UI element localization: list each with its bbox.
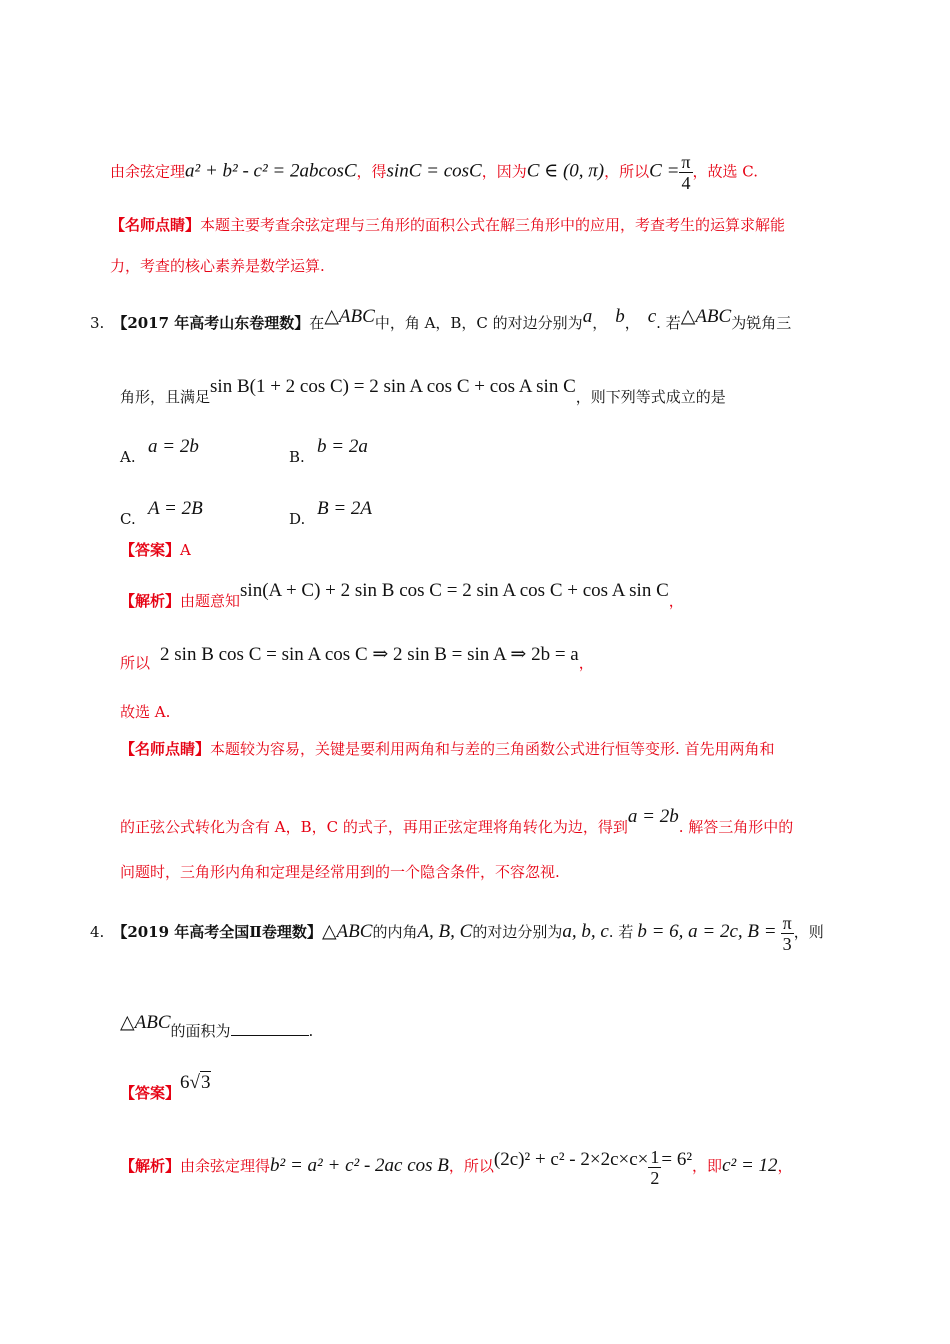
explanation-3-choose (120, 702, 170, 722)
explanation-tag: 【解析】 (120, 1157, 181, 1175)
option-label: D. (289, 510, 306, 528)
formula-identity: sin(A + C) + 2 sin B cos C = 2 sin A cos C + cos A sin C (240, 580, 669, 601)
text: ， (668, 592, 684, 610)
fraction-denominator: 4 (681, 173, 691, 193)
text: ，所以 (448, 1157, 494, 1175)
tip-tag: 【名师点睛】 (120, 740, 211, 758)
option-label: A. (120, 448, 136, 466)
tip-text: . 解答三角形中的 (678, 818, 794, 836)
var-a: a (582, 306, 593, 327)
text: 由余弦定理得 (180, 1157, 271, 1175)
teacher-tip-3-line-3 (120, 862, 560, 882)
text: 所以 (120, 654, 151, 672)
answer-coefficient: 6 (180, 1072, 190, 1093)
var-b: b (615, 306, 625, 327)
text: ，因为 (481, 162, 527, 181)
question-3-line-2 (120, 370, 726, 414)
teacher-tip-1-line-2 (110, 256, 325, 276)
fraction-numerator: π (782, 912, 792, 933)
question-source: 【2017 年高考山东卷理数】 (112, 314, 310, 332)
option-expr: B = 2A (317, 498, 373, 519)
option-expr: a = 2b (148, 436, 199, 457)
text: ，则下列等式成立的是 (575, 388, 726, 406)
option-c[interactable] (120, 499, 203, 529)
option-label: B. (289, 448, 305, 466)
text: 故选 A. (120, 703, 171, 721)
solution-line-1 (110, 152, 758, 193)
explanation-4 (120, 1138, 793, 1188)
tip-text: 力，考查的核心素养是数学运算. (110, 257, 325, 275)
text: 中，角 A，B，C 的对边分别为 (374, 314, 583, 332)
answer-tag: 【答案】 (120, 541, 181, 559)
question-source: 【2019 年高考全国Ⅱ卷理数】 (112, 923, 322, 941)
text: . 若 (608, 923, 634, 941)
text: ， (777, 1157, 793, 1175)
text: 角形，且满足 (120, 388, 211, 406)
question-number: 3. (90, 314, 105, 332)
text: 为锐角三 (731, 314, 792, 332)
formula-condition: sin B(1 + 2 cos C) = 2 sin A cos C + cos A sin C (210, 376, 576, 397)
fraction-numerator: π (681, 152, 691, 172)
option-label: C. (120, 510, 136, 528)
angles: A, B, C (417, 921, 473, 942)
fraction-pi-over-3 (781, 913, 794, 954)
formula-c-value: C = (649, 160, 680, 182)
text: ，则 (793, 923, 824, 941)
answer-blank[interactable] (231, 1021, 309, 1036)
text: 的对边分别为 (472, 923, 563, 941)
fraction-denominator: 2 (650, 1167, 660, 1188)
triangle-abc: △ABC (324, 306, 375, 327)
fraction-numerator: 1 (650, 1146, 660, 1167)
tip-text: 问题时，三角形内角和定理是经常用到的一个隐含条件，不容忽视. (120, 863, 560, 881)
text: ，所以 (604, 162, 650, 181)
text: ，故选 C. (692, 162, 758, 181)
triangle-abc: △ABC (680, 306, 732, 327)
formula-cosine-law: b² = a² + c² - 2ac cos B (270, 1155, 449, 1176)
var-c: c (647, 306, 657, 327)
text: ，即 (692, 1157, 723, 1175)
option-d[interactable] (289, 499, 372, 529)
tip-tag: 【名师点睛】 (110, 216, 201, 234)
option-b[interactable] (289, 437, 368, 467)
formula-cosine-law: a² + b² - c² = 2abcosC (185, 160, 357, 182)
answer-3 (120, 540, 191, 560)
question-number: 4. (90, 923, 105, 941)
explanation-tag: 【解析】 (120, 592, 181, 610)
text: . 若 (656, 314, 681, 332)
option-a[interactable] (120, 437, 199, 467)
fraction-pi-over-4 (679, 152, 692, 193)
triangle-abc: △ABC (321, 921, 373, 942)
tip-text: 本题较为容易，关键是要利用两角和与差的三角函数公式进行恒等变形. 首先用两角和 (210, 740, 775, 758)
answer-4 (120, 1068, 211, 1108)
teacher-tip-3-line-1 (120, 739, 775, 759)
text: ， (578, 654, 594, 672)
text: ， (592, 314, 608, 332)
text: . (308, 1022, 314, 1040)
formula-rhs: = 6² (661, 1149, 693, 1170)
formula-substitution: (2c)² + c² - 2×2c×c× (493, 1149, 649, 1170)
text: 的面积为 (170, 1022, 231, 1040)
sqrt-sign: √ (189, 1072, 200, 1093)
question-4-line-2 (120, 1006, 313, 1048)
option-expr: b = 2a (317, 436, 368, 457)
question-3-line-1 (90, 300, 791, 340)
text: 由题意知 (180, 592, 241, 610)
option-expr: A = 2B (148, 498, 203, 519)
answer-radicand: 3 (200, 1072, 211, 1093)
formula-sin-eq-cos: sinC = cosC (386, 160, 482, 182)
text: 由余弦定理 (110, 162, 186, 181)
triangle-abc: △ABC (120, 1012, 171, 1033)
text: 的内角 (372, 923, 418, 941)
answer-value (180, 1071, 211, 1093)
tip-text: 本题主要考查余弦定理与三角形的面积公式在解三角形中的应用，考查考生的运算求解能 (200, 216, 786, 234)
text: ，得 (356, 162, 387, 181)
question-4-line-1 (90, 910, 824, 954)
formula-interval: C ∈ (0, π) (526, 160, 605, 182)
tip-text: 的正弦公式转化为含有 A，B，C 的式子，再用正弦定理将角转化为边，得到 (120, 818, 628, 836)
text: ， (624, 314, 640, 332)
teacher-tip-1-line-1 (110, 215, 785, 235)
explanation-3-line-1 (120, 574, 684, 618)
fraction-denominator: 3 (782, 933, 792, 954)
formula-c-squared: c² = 12 (722, 1155, 778, 1176)
formula-given: b = 6, a = 2c, B = (637, 921, 777, 942)
text: 在 (309, 314, 325, 332)
sides: a, b, c (562, 921, 609, 942)
explanation-3-line-2 (120, 640, 594, 678)
teacher-tip-3-line-2 (120, 800, 793, 844)
fraction-one-half (648, 1147, 661, 1188)
answer-value: A (180, 541, 191, 559)
formula-a-eq-2b: a = 2b (627, 806, 679, 827)
formula-derivation: 2 sin B cos C = sin A cos C ⇒ 2 sin B = sin A ⇒ 2b = a (160, 644, 579, 665)
answer-tag: 【答案】 (120, 1084, 181, 1102)
